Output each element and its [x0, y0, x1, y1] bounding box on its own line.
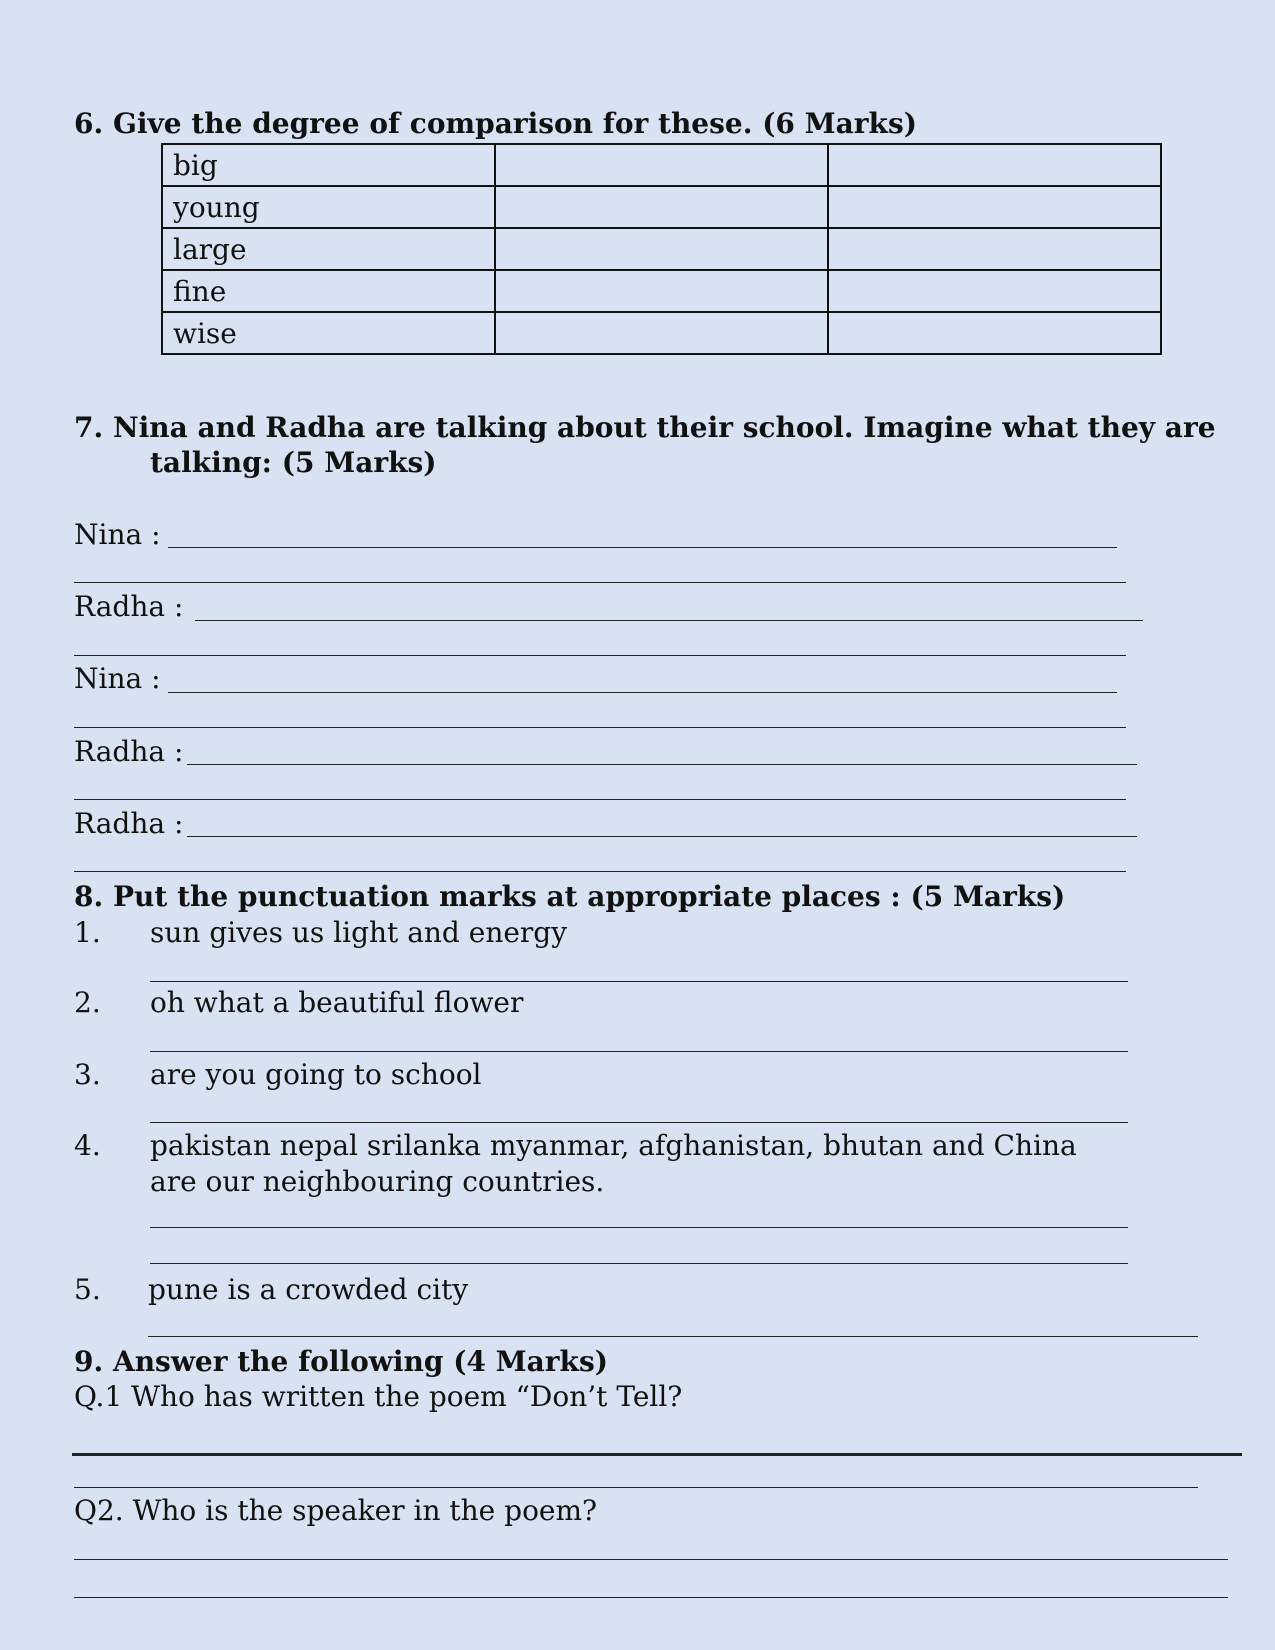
answer-line[interactable]: [74, 655, 1126, 656]
answer-line[interactable]: [150, 1263, 1128, 1264]
comparative-cell[interactable]: [495, 228, 828, 270]
comparative-cell[interactable]: [495, 186, 828, 228]
speaker-label: Nina :: [74, 518, 161, 551]
word-cell: young: [162, 186, 495, 228]
answer-line[interactable]: [74, 1597, 1228, 1598]
question-text: Q.1 Who has written the poem “Don’t Tell?: [74, 1380, 683, 1413]
speaker-label: Radha :: [74, 590, 184, 623]
answer-line[interactable]: [74, 727, 1126, 728]
table-row: [162, 144, 1161, 186]
answer-line[interactable]: [150, 1122, 1128, 1123]
q9-heading: 9. Answer the following (4 Marks): [74, 1345, 608, 1378]
answer-line[interactable]: [150, 1227, 1128, 1228]
word-cell: wise: [162, 312, 495, 354]
item-number: 3.: [74, 1058, 101, 1091]
word-cell: fine: [162, 270, 495, 312]
comparative-cell[interactable]: [495, 144, 828, 186]
superlative-cell[interactable]: [828, 144, 1161, 186]
answer-line[interactable]: [148, 1336, 1198, 1337]
answer-line[interactable]: [168, 692, 1117, 693]
word-cell: large: [162, 228, 495, 270]
q7-heading-line2: talking: (5 Marks): [150, 446, 437, 479]
table-row: [162, 312, 1161, 354]
answer-line[interactable]: [74, 1487, 1198, 1488]
speaker-label: Nina :: [74, 662, 161, 695]
comparative-cell[interactable]: [495, 270, 828, 312]
item-number: 5.: [74, 1273, 101, 1306]
superlative-cell[interactable]: [828, 312, 1161, 354]
answer-line[interactable]: [72, 1453, 1242, 1456]
answer-line[interactable]: [187, 764, 1137, 765]
speaker-label: Radha :: [74, 807, 184, 840]
item-number: 2.: [74, 986, 101, 1019]
sentence-text-continued: are our neighbouring countries.: [150, 1165, 605, 1198]
sentence-text: pune is a crowded city: [148, 1273, 469, 1306]
q8-heading: 8. Put the punctuation marks at appropriate places : (5 Marks): [74, 880, 1066, 913]
item-number: 1.: [74, 916, 101, 949]
q6-heading: 6. Give the degree of comparison for these. (6 Marks): [74, 107, 917, 140]
answer-line[interactable]: [195, 620, 1143, 621]
speaker-label: Radha :: [74, 735, 184, 768]
comparison-table: [161, 143, 1162, 355]
q7-heading-line1: 7. Nina and Radha are talking about their school. Imagine what they are: [74, 411, 1216, 444]
word-cell: big: [162, 144, 495, 186]
table-row: [162, 186, 1161, 228]
answer-line[interactable]: [74, 871, 1126, 872]
question-text: Q2. Who is the speaker in the poem?: [74, 1494, 598, 1527]
answer-line[interactable]: [150, 1051, 1128, 1052]
answer-line[interactable]: [150, 981, 1128, 982]
answer-line[interactable]: [187, 836, 1137, 837]
answer-line[interactable]: [74, 1559, 1228, 1560]
answer-line[interactable]: [168, 547, 1117, 548]
sentence-text: oh what a beautiful flower: [150, 986, 524, 1019]
comparative-cell[interactable]: [495, 312, 828, 354]
sentence-text: pakistan nepal srilanka myanmar, afghanistan, bhutan and China: [150, 1129, 1077, 1162]
sentence-text: are you going to school: [150, 1058, 482, 1091]
table-row: [162, 228, 1161, 270]
superlative-cell[interactable]: [828, 270, 1161, 312]
superlative-cell[interactable]: [828, 186, 1161, 228]
sentence-text: sun gives us light and energy: [150, 916, 568, 949]
answer-line[interactable]: [74, 799, 1126, 800]
answer-line[interactable]: [74, 582, 1126, 583]
item-number: 4.: [74, 1129, 101, 1162]
superlative-cell[interactable]: [828, 228, 1161, 270]
table-row: [162, 270, 1161, 312]
